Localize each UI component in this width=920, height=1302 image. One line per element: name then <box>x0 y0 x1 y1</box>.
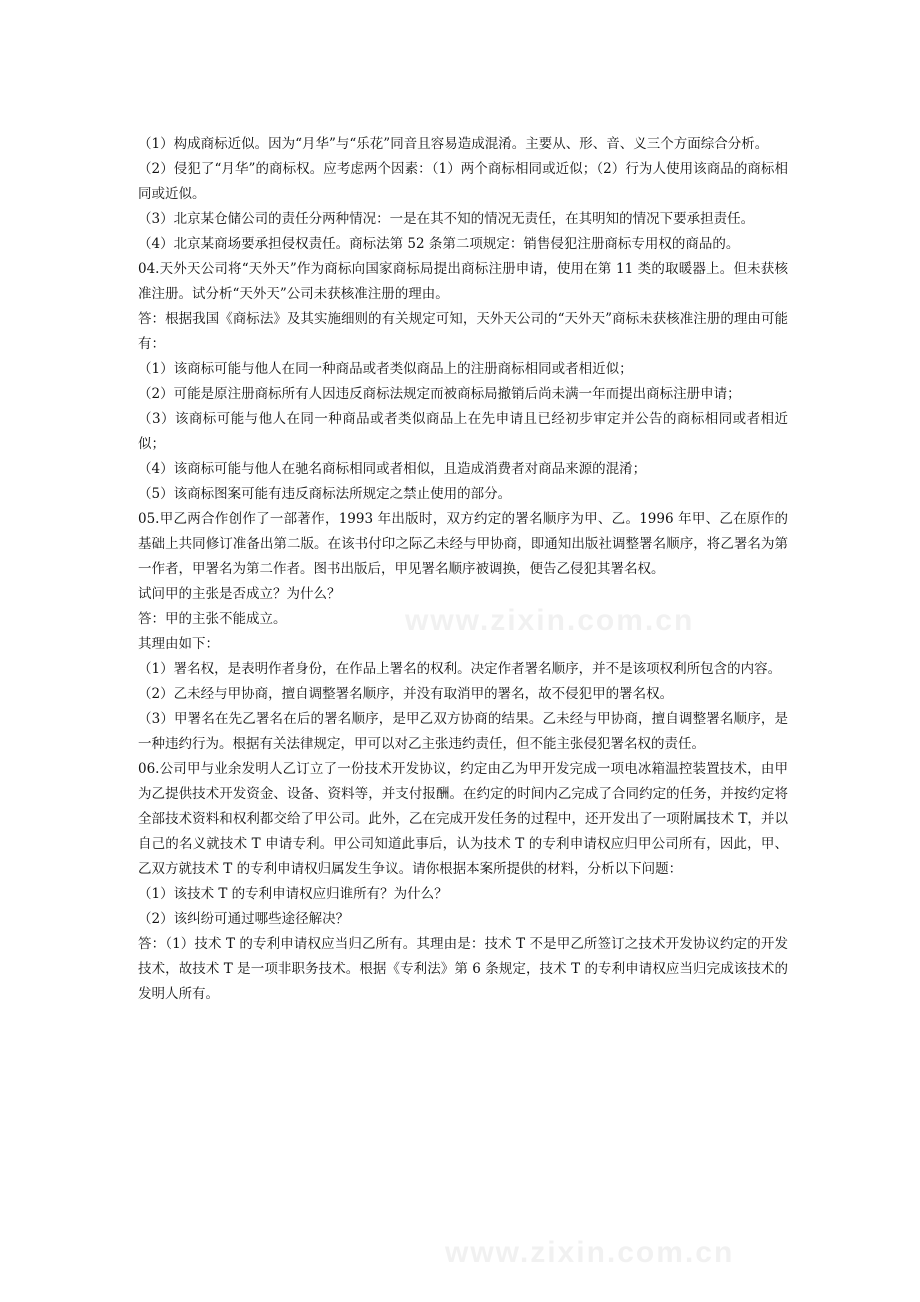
paragraph-3: （3）北京某仓储公司的责任分两种情况：一是在其不知的情况无责任，在其明知的情况下要承担责任。 <box>138 211 755 227</box>
paragraph-18: （3）甲署名在先乙署名在后的署名顺序，是甲乙双方协商的结果。乙未经与甲协商，擅自调整署名顺序，是一种违约行为。根据有关法律规定，甲可以对乙主张违约责任，但不能主张侵犯署名权的责任。 <box>138 711 788 752</box>
paragraph-20: （1）该技术 T 的专利申请权应归谁所有？为什么？ <box>138 886 448 902</box>
answer-06: 答：（1）技术 T 的专利申请权应当归乙所有。其理由是：技术 T 不是甲乙所签订之技术开发协议约定的开发技术，故技术 T 是一项非职务技术。根据《专利法》第 6 条规定，技术 T 的专利申请权应当归完成该技术的发明人所有。 <box>138 936 788 1002</box>
paragraph-16: （1）署名权，是表明作者身份，在作品上署名的权利。决定作者署名顺序，并不是该项权利所包含的内容。 <box>138 661 782 677</box>
watermark-text: www.zixin.com.cn <box>405 604 695 637</box>
document-body <box>138 132 788 1007</box>
paragraph-1: （1）构成商标近似。因为“月华”与“乐花”同音且容易造成混淆。主要从、形、音、义三个方面综合分析。 <box>138 136 769 152</box>
question-05: 05.甲乙两合作创作了一部著作，1993 年出版时，双方约定的署名顺序为甲、乙。1996 年甲、乙在原作的基础上共同修订准备出第二版。在该书付印之际乙未经与甲协商，即通知出版社调整署名顺序，将乙署名为第一作者，甲署名为第二作者。图书出版后，甲见署名顺序被调换，便告乙侵犯其署名权。 <box>138 511 788 577</box>
question-06: 06.公司甲与业余发明人乙订立了一份技术开发协议，约定由乙为甲开发完成一项电冰箱温控装置技术，由甲为乙提供技术开发资金、设备、资料等，并支付报酬。在约定的时间内乙完成了合同约定的任务，并按约定将全部技术资料和权利都交给了甲公司。此外，乙在完成开发任务的过程中，还开发出了一项附属技术 T，并以自己的名义就技术 T 申请专利。甲公司知道此事后，认为技术 T 的专利申请权应归甲公司所有，因此，甲、乙双方就技术 T 的专利申请权归属发生争议。请你根据本案所提供的材料，分析以下问题： <box>138 761 788 877</box>
paragraph-21: （2）该纠纷可通过哪些途径解决？ <box>138 911 350 927</box>
paragraph-15: 其理由如下： <box>138 636 219 652</box>
answer-04: 答：根据我国《商标法》及其实施细则的有关规定可知，天外天公司的“天外天”商标未获核准注册的理由可能有： <box>138 311 788 352</box>
paragraph-4: （4）北京某商场要承担侵权责任。商标法第 52 条第二项规定：销售侵犯注册商标专用权的商品的。 <box>138 236 740 252</box>
answer-05: 答：甲的主张不能成立。 <box>138 611 287 627</box>
paragraph-10: （4）该商标可能与他人在驰名商标相同或者相似，且造成消费者对商品来源的混淆； <box>138 461 647 477</box>
paragraph-17: （2）乙未经与甲协商，擅自调整署名顺序，并没有取消甲的署名，故不侵犯甲的署名权。 <box>138 686 674 702</box>
paragraph-13: 试问甲的主张是否成立？为什么？ <box>138 586 341 602</box>
watermark-text-2: www.zixin.com.cn <box>445 1236 735 1269</box>
paragraph-9: （3）该商标可能与他人在同一种商品或者类似商品上在先申请且已经初步审定并公告的商标相同或者相近似； <box>138 411 788 452</box>
question-04: 04.天外天公司将“天外天”作为商标向国家商标局提出商标注册申请，使用在第 11 类的取暖器上。但未获核准注册。试分析“天外天”公司未获核准注册的理由。 <box>138 261 788 302</box>
paragraph-11: （5）该商标图案可能有违反商标法所规定之禁止使用的部分。 <box>138 486 512 502</box>
paragraph-2: （2）侵犯了“月华”的商标权。应考虑两个因素：（1）两个商标相同或近似；（2）行为人使用该商品的商标相同或近似。 <box>138 161 788 202</box>
paragraph-7: （1）该商标可能与他人在同一种商品或者类似商品上的注册商标相同或者相近似； <box>138 361 633 377</box>
paragraph-8: （2）可能是原注册商标所有人因违反商标法规定而被商标局撤销后尚未满一年而提出商标注册申请； <box>138 386 741 402</box>
